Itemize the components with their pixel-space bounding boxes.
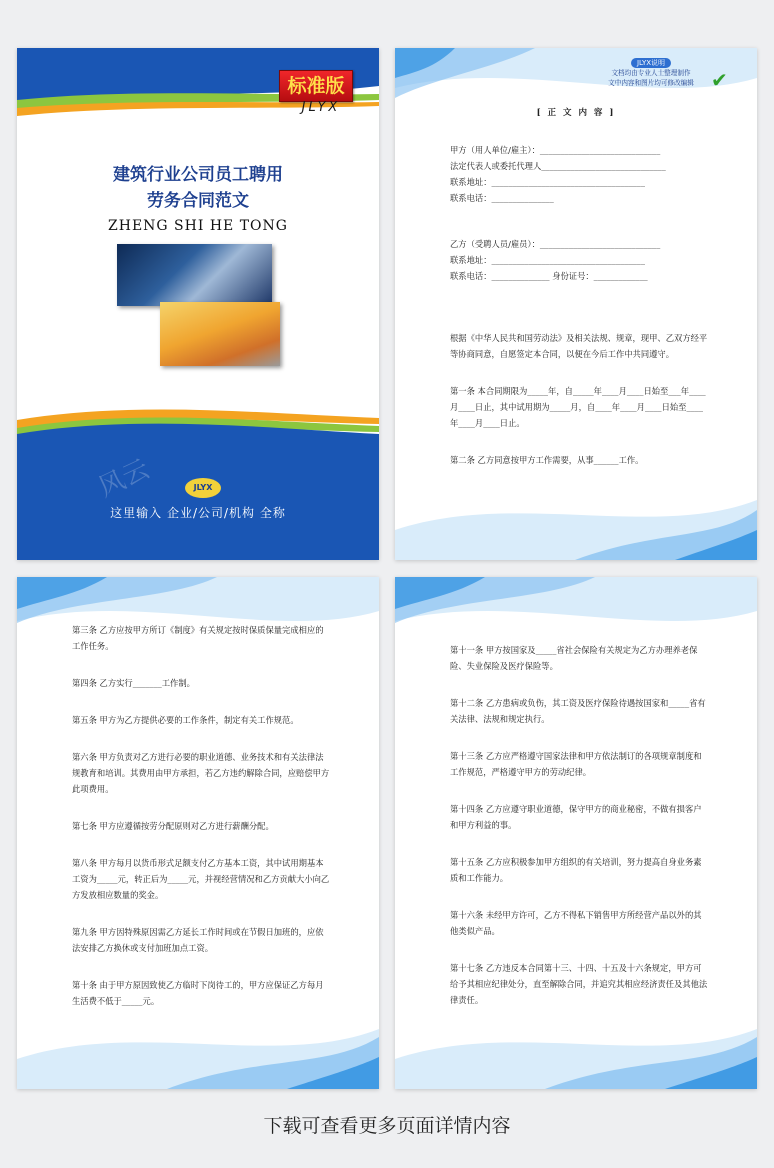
contract-body [450, 330, 708, 489]
party-a-line: 法定代表人或委托代理人______________________________ [450, 161, 666, 171]
jlyx-pill: JLYX说明 [631, 58, 671, 68]
cover-title-line1: 建筑行业公司员工聘用 [113, 165, 283, 185]
contract-page-2 [395, 48, 757, 560]
construction-photo [160, 302, 280, 366]
contract-body [450, 642, 708, 1029]
clause-paragraph: 第十五条 乙方应积极参加甲方组织的有关培训，努力提高自身业务素质和工作能力。 [450, 857, 702, 883]
clause-paragraph: 第六条 甲方负责对乙方进行必要的职业道德、业务技术和有关法律法规教育和培训。其费用由甲方承担，若乙方违约解除合同，应赔偿甲方此项费用。 [72, 752, 330, 794]
clause-paragraph: 第十一条 甲方按国家及_____省社会保险有关规定为乙方办理养老保险、失业保险及医疗保险等。 [450, 645, 698, 671]
contract-body [72, 622, 330, 1030]
contract-page-3 [17, 577, 379, 1089]
check-icon: ✔ [711, 68, 728, 92]
note-line1: 文档均由专业人士整理制作 [611, 69, 691, 77]
party-b-line: 联系电话：______________ 身份证号：_____________ [450, 271, 648, 281]
party-a-line: 联系电话：_______________ [450, 193, 554, 203]
note-line2: 文中内容和图片均可修改编辑 [608, 79, 694, 87]
clause-paragraph: 第一条 本合同期限为_____年，自_____年____月____日始至___年____月____日止，其中试用期为_____月，自____年____月____日始至____年____月____日止。 [450, 386, 706, 428]
company-name: 这里输入 企业/公司/机构 全称 [110, 506, 286, 520]
party-a-line: 联系地址：_____________________________________ [450, 177, 645, 187]
cover-page [17, 48, 379, 560]
handshake-photo [117, 244, 272, 306]
clause-paragraph: 第十六条 未经甲方许可，乙方不得私下销售甲方所经营产品以外的其他类似产品。 [450, 910, 702, 936]
party-b-line: 乙方（受聘人员/雇员）：_____________________________ [450, 239, 661, 249]
company-logo: JLYX [185, 478, 221, 498]
clause-paragraph: 第十七条 乙方违反本合同第十三、十四、十五及十六条规定，甲方可给予其相应纪律处分，直至解除合同，并追究其相应经济责任及其他法律责任。 [450, 963, 708, 1005]
party-a-block [450, 142, 708, 206]
clause-paragraph: 第十条 由于甲方原因致使乙方临时下岗待工的，甲方应保证乙方每月生活费不低于_____元。 [72, 980, 324, 1006]
clause-paragraph: 第十三条 乙方应严格遵守国家法律和甲方依法制订的各项规章制度和工作规范，严格遵守甲方的劳动纪律。 [450, 751, 702, 777]
clause-paragraph: 第五条 甲方为乙方提供必要的工作条件，制定有关工作规范。 [72, 715, 299, 725]
cover-pinyin: ZHENG SHI HE TONG [108, 218, 288, 234]
jlyx-note [591, 58, 711, 88]
clause-paragraph: 第七条 甲方应遵循按劳分配原则对乙方进行薪酬分配。 [72, 821, 274, 831]
clause-paragraph: 第四条 乙方实行_______工作制。 [72, 678, 195, 688]
edition-badge: 标准版 [279, 70, 353, 102]
badge-brand: JLYX [301, 100, 341, 115]
clause-paragraph: 第十四条 乙方应遵守职业道德，保守甲方的商业秘密，不做有损客户和甲方利益的事。 [450, 804, 702, 830]
watermark-text: 风云 [94, 454, 154, 504]
clause-paragraph: 第九条 甲方因特殊原因需乙方延长工作时间或在节假日加班的，应依法安排乙方换休或支付加班加点工资。 [72, 927, 324, 953]
clause-paragraph: 第八条 甲方每月以货币形式足额支付乙方基本工资，其中试用期基本工资为_____元，转正后为_____元，并视经营情况和乙方贡献大小向乙方发放相应数量的奖金。 [72, 858, 330, 900]
section-heading: [ 正 文 内 容 ] [536, 108, 616, 118]
party-b-line: 联系地址：_____________________________________ [450, 255, 645, 265]
contract-page-4 [395, 577, 757, 1089]
clause-paragraph: 第二条 乙方同意按甲方工作需要，从事______工作。 [450, 455, 644, 465]
cover-title-line2: 劳务合同范文 [147, 191, 249, 211]
clause-paragraph: 根据《中华人民共和国劳动法》及相关法规、规章，现甲、乙双方经平等协商同意，自愿签定本合同，以便在今后工作中共同遵守。 [450, 333, 708, 359]
party-a-line: 甲方（用人单位/雇主）：_____________________________ [450, 145, 661, 155]
download-caption: 下载可查看更多页面详情内容 [263, 1115, 511, 1137]
clause-paragraph: 第十二条 乙方患病或负伤，其工资及医疗保险待遇按国家和_____省有关法律、法规和规定执行。 [450, 698, 706, 724]
party-b-block [450, 236, 708, 284]
clause-paragraph: 第三条 乙方应按甲方所订《制度》有关规定按时保质保量完成相应的工作任务。 [72, 625, 324, 651]
